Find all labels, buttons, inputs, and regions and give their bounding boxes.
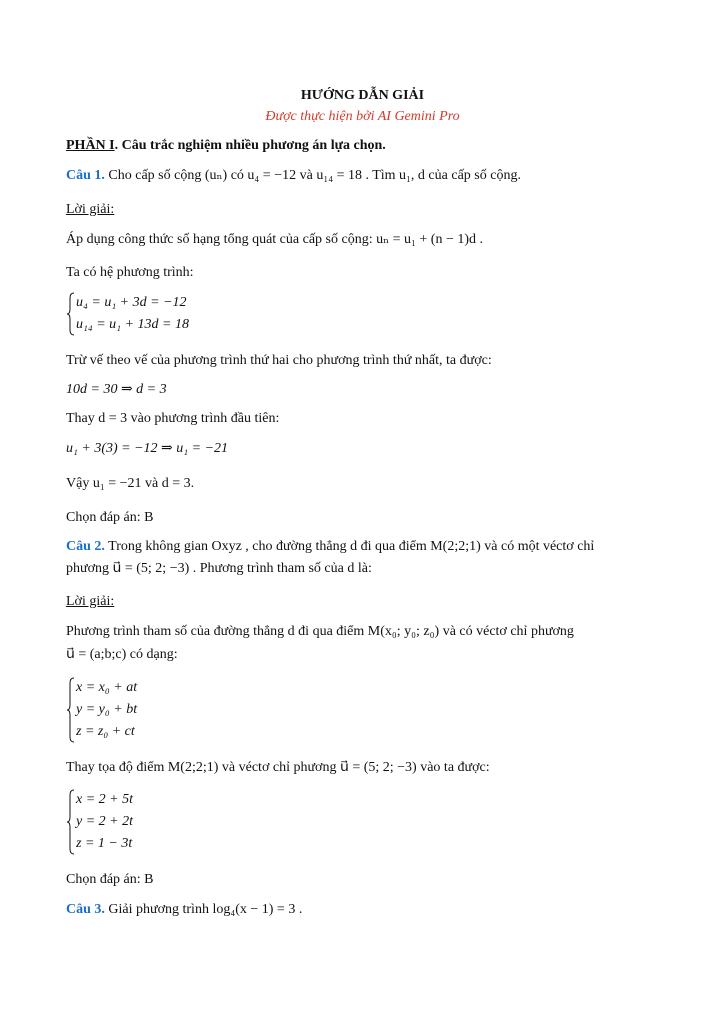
page-subtitle: Được thực hiện bởi AI Gemini Pro — [265, 109, 460, 124]
section-part-text: . Câu trắc nghiệm nhiều phương án lựa chọn. — [114, 138, 386, 153]
question-1 — [66, 167, 521, 185]
q1-system-intro: Ta có hệ phương trình: — [66, 265, 194, 280]
q2-substitute-line: Thay tọa độ điểm M(2;2;1) và véctơ chỉ phương u⃗ = (5; 2; −3) vào ta được: — [66, 760, 490, 775]
q2-result-row: z = 1 − 3t — [76, 836, 133, 851]
question-2-continued: phương u⃗ = (5; 2; −3) . Phương trình tham số của d là: — [66, 561, 372, 576]
q1-conclusion: Vậy u₁ = −21 và d = 3. — [66, 476, 195, 491]
left-brace-icon — [66, 292, 76, 336]
q1-system-row: u₄ = u₁ + 3d = −12 — [76, 295, 187, 310]
q2-system-row: z = z₀ + ct — [76, 724, 135, 739]
q2-param-line-2: u⃗ = (a;b;c) có dạng: — [66, 647, 178, 662]
q2-result-row: x = 2 + 5t — [76, 792, 133, 807]
q1-answer: Chọn đáp án: B — [66, 510, 154, 525]
question-3 — [66, 901, 302, 919]
question-2-text-a: Trong không gian Oxyz , cho đường thẳng d đi qua điểm M(2;2;1) và có một véctơ chỉ — [104, 539, 595, 554]
question-1-label: Câu 1. — [66, 168, 105, 183]
question-2-label: Câu 2. — [66, 539, 105, 554]
page-title: HƯỚNG DẪN GIẢI — [300, 88, 425, 103]
q1-result-u1: u₁ + 3(3) = −12 ⇒ u₁ = −21 — [66, 441, 229, 456]
question-3-label: Câu 3. — [66, 902, 105, 917]
q1-formula-line: Áp dụng công thức số hạng tổng quát của cấp số cộng: uₙ = u₁ + (n − 1)d . — [66, 232, 484, 247]
question-1-text: Cho cấp số cộng (uₙ) có u₄ = −12 và u₁₄ = 18 . Tìm u₁, d của cấp số cộng. — [104, 168, 521, 183]
q1-substitute-line: Thay d = 3 vào phương trình đầu tiên: — [66, 411, 280, 426]
q1-result-d: 10d = 30 ⇒ d = 3 — [66, 382, 167, 397]
left-brace-icon — [66, 789, 76, 855]
q2-result-row: y = 2 + 2t — [76, 814, 133, 829]
question-3-text: Giải phương trình log₄(x − 1) = 3 . — [104, 902, 303, 917]
section-part-label: PHẦN I — [66, 138, 115, 153]
question-2 — [66, 538, 594, 556]
q2-system-row: x = x₀ + at — [76, 680, 138, 695]
q2-answer: Chọn đáp án: B — [66, 872, 154, 887]
left-brace-icon — [66, 677, 76, 743]
q2-param-line: Phương trình tham số của đường thẳng d đi qua điểm M(x₀; y₀; z₀) và có véctơ chỉ phương — [66, 624, 574, 639]
q2-system-row: y = y₀ + bt — [76, 702, 138, 717]
q1-subtract-line: Trừ vế theo vế của phương trình thứ hai cho phương trình thứ nhất, ta được: — [66, 353, 492, 368]
solution-label-2: Lời giải: — [66, 594, 115, 609]
q1-system-row: u₁₄ = u₁ + 13d = 18 — [76, 317, 189, 332]
section-heading — [66, 137, 386, 155]
solution-label-1: Lời giải: — [66, 202, 115, 217]
